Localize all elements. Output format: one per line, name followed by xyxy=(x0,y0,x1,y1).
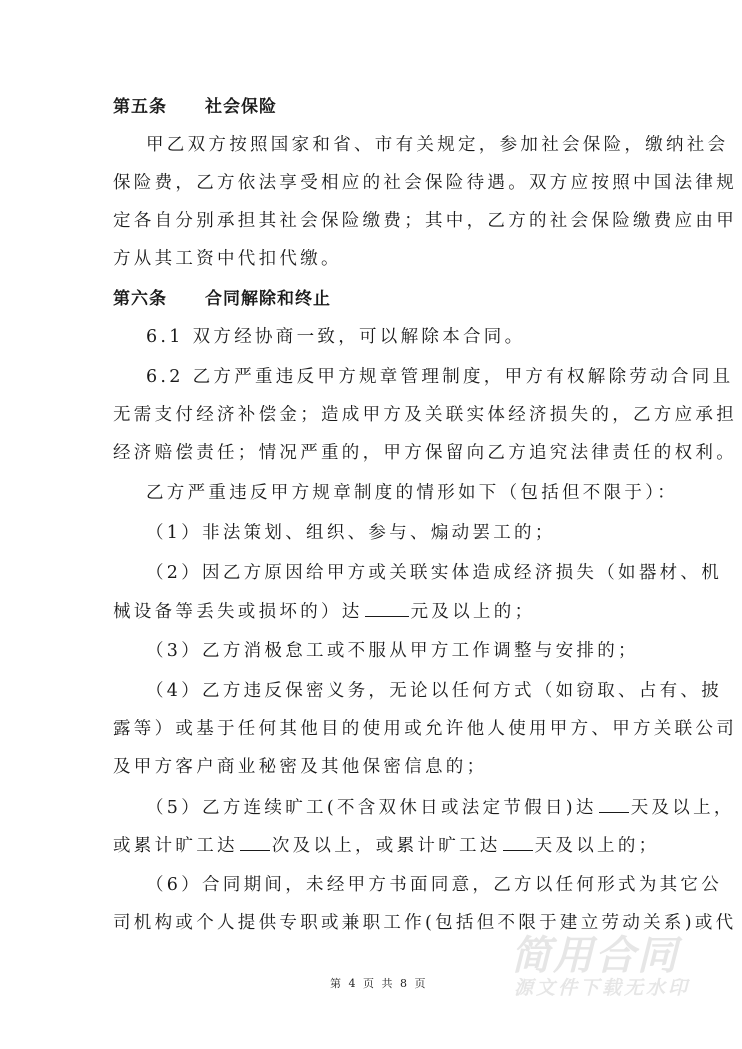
item-5-text-after: 天及以上， xyxy=(630,798,735,818)
amount-blank-field[interactable] xyxy=(365,600,409,617)
violation-item-6-line: 司机构或个人提供专职或兼职工作(包括但不限于建立劳动关系)或代 xyxy=(113,913,737,933)
section-5-paragraph-line: 定各自分别承担其社会保险缴费；其中，乙方的社会保险缴费应由甲 xyxy=(113,211,737,231)
item-5-text-b: 次及以上，或累计旷工达 xyxy=(271,836,501,856)
violation-item-4-line: 露等）或基于任何其他目的使用或允许他人使用甲方、甲方关联公司 xyxy=(113,719,737,739)
page-number-footer: 第 4 页 共 8 页 xyxy=(330,977,428,990)
item-5-text-a: 或累计旷工达 xyxy=(113,836,238,856)
item-2-text-after: 元及以上的； xyxy=(410,602,536,622)
item-5-text: （5）乙方连续旷工(不含双休日或法定节假日)达 xyxy=(146,798,597,818)
section-5-number: 第五条 xyxy=(113,97,167,117)
violations-intro: 乙方严重违反甲方规章制度的情形如下（包括但不限于）： xyxy=(146,483,679,503)
violation-item-2-line2 xyxy=(113,600,565,623)
section-5-paragraph-line: 方从其工资中代扣代缴。 xyxy=(113,249,342,269)
section-6-title: 合同解除和终止 xyxy=(205,289,331,309)
watermark-tagline: 源文件下载无水印 xyxy=(514,977,691,999)
watermark-brand: 简用合同 xyxy=(511,933,679,979)
violation-item-2-line1: （2）因乙方原因给甲方或关联实体造成经济损失（如器材、机 xyxy=(146,563,723,583)
section-5-heading xyxy=(113,96,565,118)
consecutive-days-blank-field[interactable] xyxy=(599,796,629,813)
section-5-title: 社会保险 xyxy=(205,97,277,117)
violation-item-1: （1）非法策划、组织、参与、煽动罢工的； xyxy=(146,523,556,543)
item-5-text-c: 天及以上的； xyxy=(534,836,660,856)
clause-6-2-line: 无需支付经济补偿金；造成甲方及关联实体经济损失的，乙方应承担 xyxy=(113,405,737,425)
section-6-number: 第六条 xyxy=(113,289,167,309)
violation-item-5-line1 xyxy=(146,796,735,819)
clause-6-2-line: 经济赔偿责任；情况严重的，甲方保留向乙方追究法律责任的权利。 xyxy=(113,443,737,463)
section-5-paragraph-line: 保险费，乙方依法享受相应的社会保险待遇。双方应按照中国法律规 xyxy=(113,173,737,193)
violation-item-5-line2 xyxy=(113,834,660,857)
violation-item-4-line: （4）乙方违反保密义务，无论以任何方式（如窃取、占有、披 xyxy=(146,681,723,701)
section-5-paragraph-line: 甲乙双方按照国家和省、市有关规定，参加社会保险，缴纳社会 xyxy=(146,135,729,155)
violation-item-3: （3）乙方消极怠工或不服从甲方工作调整与安排的； xyxy=(146,641,639,661)
item-2-text: 械设备等丢失或损坏的）达 xyxy=(113,602,363,622)
violation-item-6-line: （6）合同期间，未经甲方书面同意，乙方以任何形式为其它公 xyxy=(146,875,723,895)
violation-item-4-line: 及甲方客户商业秘密及其他保密信息的； xyxy=(113,757,488,777)
section-6-heading xyxy=(113,288,565,310)
cumulative-days-blank-field[interactable] xyxy=(503,834,533,851)
cumulative-times-blank-field[interactable] xyxy=(240,834,270,851)
clause-6-2-line: 6.2 乙方严重违反甲方规章管理制度，甲方有权解除劳动合同且 xyxy=(146,367,734,387)
clause-6-1: 6.1 双方经协商一致，可以解除本合同。 xyxy=(146,327,526,347)
